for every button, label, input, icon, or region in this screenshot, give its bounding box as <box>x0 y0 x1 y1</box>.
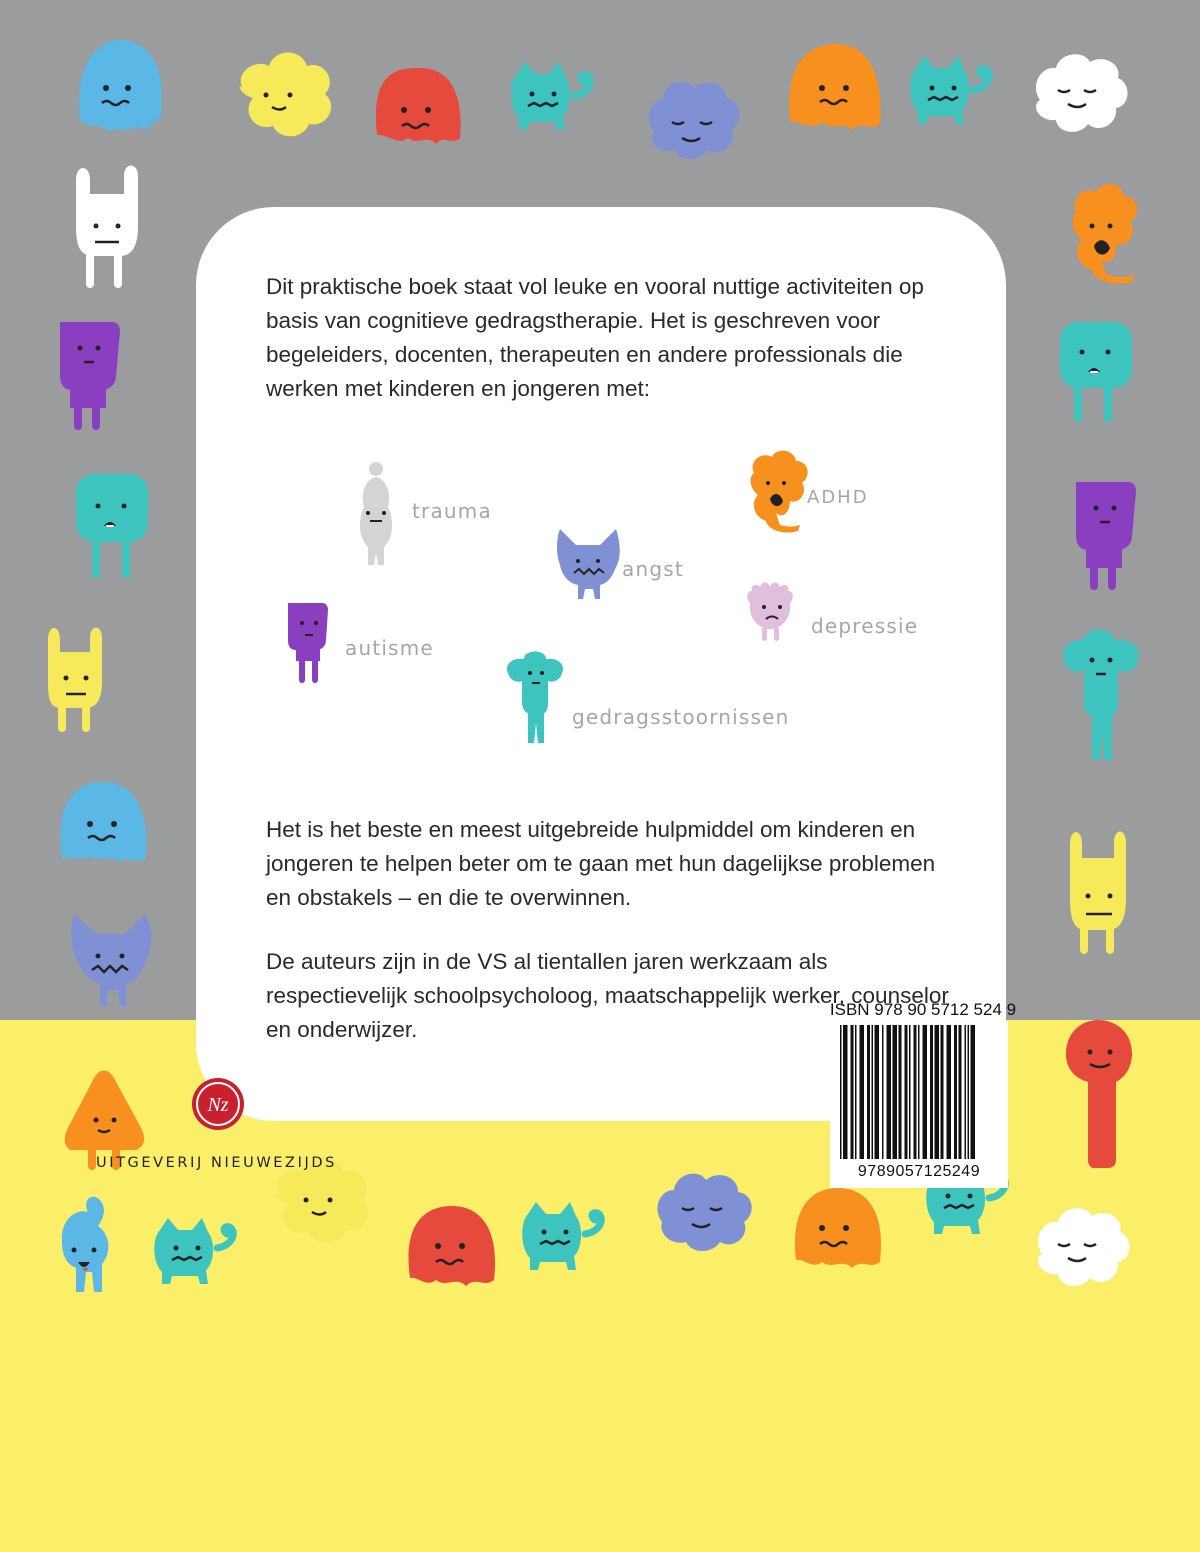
barcode-bar <box>893 1025 898 1159</box>
barcode-bar <box>905 1025 908 1159</box>
barcode-bar <box>971 1025 976 1159</box>
monster-purple-block-2-icon <box>1076 482 1136 590</box>
barcode-bar <box>855 1025 857 1159</box>
publisher-logo-monogram: Nz <box>207 1094 229 1116</box>
monster-periwinkle-bat-icon <box>71 914 151 1006</box>
monster-red-lollipop-icon <box>1066 1020 1132 1168</box>
isbn-label: ISBN 978 90 5712 524 9 <box>829 1000 1017 1019</box>
monster-teal-cat-icon <box>511 62 590 130</box>
monster-teal-cat-4-icon <box>154 1218 233 1284</box>
barcode-bar <box>914 1025 917 1159</box>
monster-yellow-flower-icon <box>240 53 331 137</box>
barcode-bar <box>947 1025 952 1159</box>
barcode-bar <box>930 1025 933 1159</box>
monster-orange-ghost-icon <box>789 44 880 130</box>
barcode-bar <box>954 1025 957 1159</box>
monster-orange-ghost-2-icon <box>795 1188 881 1268</box>
barcode-bar <box>872 1025 874 1159</box>
monster-blue-ghost-icon <box>79 40 162 132</box>
barcode-bar <box>941 1025 944 1159</box>
angst-monster-icon <box>557 529 620 599</box>
condition-label-gedragsstoornissen: gedragsstoornissen <box>572 705 790 729</box>
monster-white-cloud-2-icon <box>1038 1208 1130 1286</box>
intro-paragraph: Dit praktische boek staat vol leuke en vooral nuttige activiteiten op basis van cognitieve gedragstherapie. Het is geschreven voor begeleiders, docenten, therapeuten en andere professionals die werken met kinderen en jongeren met: <box>266 274 924 401</box>
monster-teal-cat-2-icon <box>910 56 989 124</box>
publisher-name: UITGEVERIJ NIEUWEZIJDS <box>96 1155 337 1171</box>
barcode-bar <box>923 1025 928 1159</box>
barcode-bar <box>959 1025 962 1159</box>
barcode-bar <box>840 1025 842 1159</box>
barcode <box>830 1021 1008 1188</box>
monster-yellow-flower-2-icon <box>277 1159 369 1243</box>
barcode-bar <box>899 1025 902 1159</box>
trauma-monster-icon <box>360 462 392 565</box>
barcode-bar <box>935 1025 940 1159</box>
barcode-bar <box>843 1025 848 1159</box>
barcode-bar <box>909 1025 911 1159</box>
description-paragraph: Het is het beste en meest uitgebreide hulpmiddel om kinderen en jongeren te helpen beter om te gaan met hun dagelijkse problemen en obstakels – en die te overwinnen. <box>266 817 936 910</box>
monster-teal-square-2-icon <box>76 474 148 578</box>
monster-yellow-bunny-2-icon <box>1070 832 1126 955</box>
barcode-bar <box>875 1025 880 1159</box>
barcode-bar <box>867 1025 870 1159</box>
barcode-bar <box>965 1025 967 1159</box>
autisme-monster-icon <box>288 603 328 683</box>
monster-blue-drop-icon <box>62 1197 109 1292</box>
monster-blue-ghost-2-icon <box>60 782 146 862</box>
gedragsstoornissen-monster-icon <box>507 652 563 744</box>
condition-label-angst: angst <box>622 557 684 581</box>
depressie-monster-icon <box>747 583 793 642</box>
condition-label-adhd: ADHD <box>807 487 869 508</box>
barcode-bar <box>887 1025 892 1159</box>
condition-label-trauma: trauma <box>412 499 492 523</box>
authors-paragraph: De auteurs zijn in de VS al tientallen jaren werkzaam als respectievelijk schoolpsycholoog, maatschappelijk werker, counselor en onderwijzer. <box>266 949 949 1042</box>
monster-teal-flyer-icon <box>1063 630 1139 761</box>
monster-teal-cat-5-icon <box>522 1202 601 1270</box>
monster-orange-tree-icon <box>1073 184 1137 283</box>
monster-teal-square-icon <box>1060 322 1132 422</box>
condition-label-autisme: autisme <box>345 636 434 660</box>
barcode-bar <box>968 1025 970 1159</box>
monster-white-bunny-icon <box>76 166 138 289</box>
publisher-logo <box>190 1076 246 1132</box>
adhd-monster-icon <box>751 451 808 533</box>
barcode-bar <box>918 1025 920 1159</box>
monster-purple-block-icon <box>60 322 120 430</box>
barcode-digits: 9789057125249 <box>857 1163 981 1180</box>
barcode-bar <box>882 1025 884 1159</box>
condition-label-depressie: depressie <box>811 614 919 638</box>
monster-periwinkle-cloud-icon <box>649 82 740 159</box>
monster-periwinkle-cloud-2-icon <box>658 1174 752 1251</box>
barcode-bar <box>851 1025 854 1159</box>
monster-yellow-bunny-icon <box>48 628 102 733</box>
monster-red-ghost-2-icon <box>409 1206 496 1286</box>
monster-white-cloud-icon <box>1036 54 1128 132</box>
monster-red-ghost-icon <box>376 68 461 144</box>
text-panel <box>196 207 1006 1121</box>
barcode-bar <box>860 1025 865 1159</box>
